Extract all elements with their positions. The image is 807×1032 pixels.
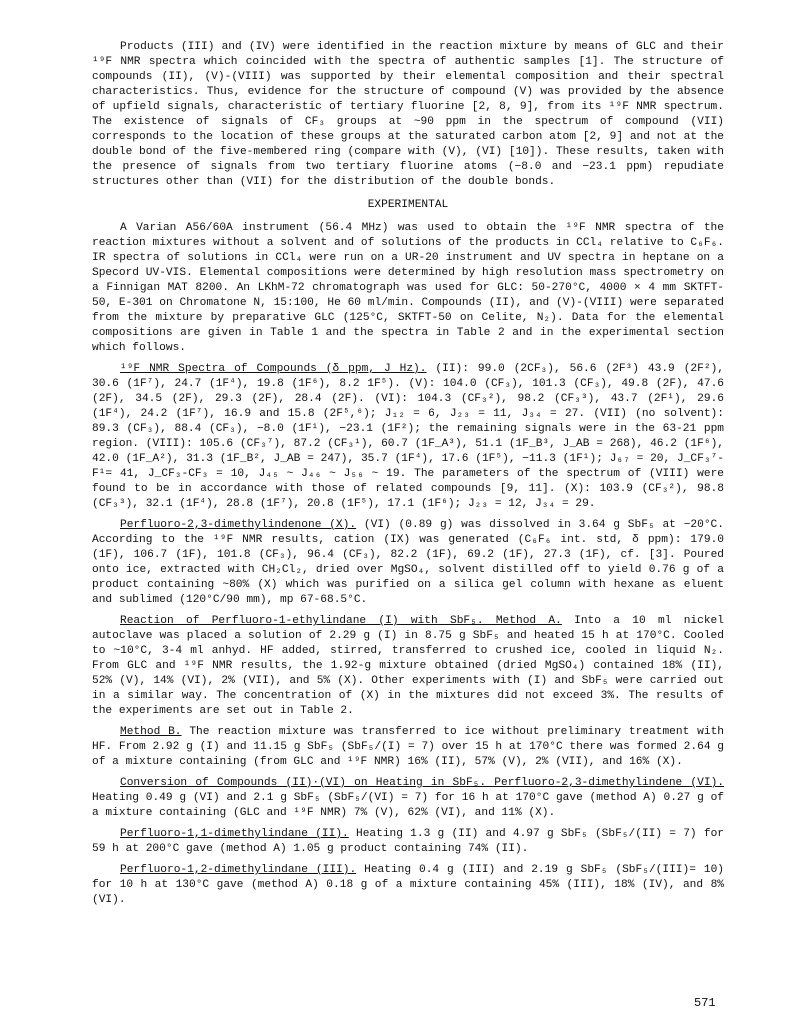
dimethylindane-12-lead: Perfluoro-1,2-dimethylindane (III). [120, 864, 357, 876]
nmr-spectra-text: (II): 99.0 (2CF₃), 56.6 (2F³) 43.9 (2F²), 30.6 (1F⁷), 24.7 (1F⁴), 19.8 (1F⁶), 8.2 1F⁵). (V): 104.0 (CF₃), 101.3 (CF₃), 49.8 (2F), 47.6 (2F), 34.5 (2F), 29.3 (2F), 28.4 (2F). (VI): 104.3 (CF₃²), 98.2 (CF₃³), 43.7 (2F¹), 29.6 (1F⁴), 24.2 (1F⁷), 16.9 and 15.8 (2F⁵,⁶); J₁₂ = 6, J₂₃ = 11, J₃₄ = 27. (VII) (no solvent): 89.3 (CF₃), 88.4 (CF₃), −8.0 (1F¹), −23.1 (1F²); the remaining signals were in the 63-21 ppm region. (VIII): 105.6 (CF₃⁷), 87.2 (CF₃¹), 60.7 (1F_A³), 51.1 (1F_B³, J_AB = 268), 46.2 (1F⁶), 42.0 (1F_A²), 31.3 (1F_B², J_AB = 247), 35.7 (1F⁴), 17.6 (1F⁵), −11.3 (1F¹); J₆₇ = 20, J_CF₃⁷-F¹= 41, J_CF₃-CF₃ = 10, J₄₅ ~ J₄₆ ~ J₅₆ ~ 19. The parameters of the spectrum of (VIII) were found to be in accordance with those of related compounds [9, 11]. (X): 103.9 (CF₃²), 98.8 (CF₃³), 32.1 (1F⁴), 28.8 (1F⁷), 20.8 (1F⁵), 17.1 (1F⁶); J₂₃ = 12, J₃₄ = 29. [92, 363, 724, 510]
conversion-paragraph [92, 776, 724, 821]
conversion-lead: Conversion of Compounds (II)·(VI) on Heating in SbF₅. Perfluoro-2,3-dimethylindene (VI). [120, 777, 724, 789]
nmr-spectra-lead: ¹⁹F NMR Spectra of Compounds (δ ppm, J Hz). [120, 363, 427, 375]
intro-paragraph: Products (III) and (IV) were identified in the reaction mixture by means of GLC and their ¹⁹F NMR spectra which coincided with the spectra of authentic samples [1]. The structure of compounds (II), (V)-(VIII) was supported by their elemental composition and their spectral characteristics. Thus, evidence for the structure of compound (V) was provided by the absence of upfield signals, characteristic of tertiary fluorine [2, 8, 9], from its ¹⁹F NMR spectrum. The existence of signals of CF₃ groups at ~90 ppm in the spectrum of compound (VII) corresponds to the location of these groups at the saturated carbon atom [2, 9] and not at the double bond of the five-membered ring (compare with (V), (VI) [10]). These results, taken with the presence of signals from two tertiary fluorine atoms (−8.0 and −23.1 ppm) repudiate structures other than (VII) for the distribution of the double bonds. [92, 41, 724, 188]
dimethylindane-11-lead: Perfluoro-1,1-dimethylindane (II). [120, 828, 349, 840]
section-heading: EXPERIMENTAL [367, 199, 449, 211]
nmr-spectra-paragraph [92, 362, 724, 512]
instrument-paragraph: A Varian A56/60A instrument (56.4 MHz) was used to obtain the ¹⁹F NMR spectra of the reaction mixtures without a solvent and of solutions of the products in CCl₄ relative to C₆F₆. IR spectra of solutions in CCl₄ were run on a UR-20 instrument and UV spectra in heptane on a Specord UV-VIS. Elemental compositions were determined by high resolution mass spectrometry on a Finnigan MAT 8200. An LKhM-72 chromatograph was used for GLC: 50-270°C, 4000 × 4 mm SKTFT-50, E-301 on Chromatone N, 15:100, He 60 ml/min. Compounds (II), and (V)-(VIII) were separated from the mixture by preparative GLC (125°C, SKTFT-50 on Celite, N₂). Data for the elemental compositions are given in Table 1 and the spectra in Table 2 and in the experimental section which follows. [92, 222, 724, 354]
method-b-lead: Method B. [120, 726, 182, 738]
dimethylindane-12-text: Heating 0.4 g (III) and 2.19 g SbF₅ (SbF₅/(III)= 10) for 10 h at 130°C gave (method A) 0.18 g of a mixture containing 45% (III), 18% (IV), and 8% (VI). [92, 864, 724, 906]
dimethylindane-12-paragraph [92, 863, 724, 908]
indenone-lead: Perfluoro-2,3-dimethylindenone (X). [120, 519, 357, 531]
page-number: 571 [694, 996, 716, 1010]
indenone-text: (VI) (0.89 g) was dissolved in 3.64 g SbF₅ at −20°C. According to the ¹⁹F NMR results, cation (IX) was generated (C₆F₆ int. std, δ ppm): 179.0 (1F), 106.7 (1F), 101.8 (CF₃), 96.4 (CF₃), 82.2 (1F), 69.2 (1F), 27.3 (1F), cf. [3]. Poured onto ice, extracted with CH₂Cl₂, dried over MgSO₄, solvent distilled off to yield 0.76 g of a product containing ~80% (X) which was purified on a silica gel column with hexane as eluent and sublimed (120°C/90 mm), mp 67-68.5°C. [92, 519, 724, 606]
page-body [92, 40, 724, 914]
method-a-lead: Reaction of Perfluoro-1-ethylindane (I) with SbF₅. Method A. [120, 615, 562, 627]
indenone-paragraph [92, 518, 724, 608]
method-b-paragraph [92, 725, 724, 770]
method-b-text: The reaction mixture was transferred to ice without preliminary treatment with HF. From 2.92 g (I) and 11.15 g SbF₅ (SbF₅/(I) = 7) over 15 h at 170°C there was formed 2.64 g of a mixture containing (from GLC and ¹⁹F NMR) 16% (II), 57% (V), 2% (VII), and 16% (X). [92, 726, 724, 768]
conversion-text: Heating 0.49 g (VI) and 2.1 g SbF₅ (SbF₅/(VI) = 7) for 16 h at 170°C gave (method A) 0.27 g of a mixture containing (GLC and ¹⁹F NMR) 7% (V), 62% (VI), and 11% (X). [92, 792, 724, 819]
method-a-text: Into a 10 ml nickel autoclave was placed a solution of 2.29 g (I) in 8.75 g SbF₅ and heated 15 h at 170°C. Cooled to ~10°C, 3-4 ml anhyd. HF added, stirred, transferred to crushed ice, cooled in liquid N₂. From GLC and ¹⁹F NMR results, the 1.92-g mixture obtained (dried MgSO₄) contained 18% (II), 52% (V), 14% (VI), 2% (VII), and 5% (X). Other experiments with (I) and SbF₅ were carried out in a similar way. The concentration of (X) in the mixtures did not exceed 3%. The results of the experiments are set out in Table 2. [92, 615, 724, 717]
dimethylindane-11-paragraph [92, 827, 724, 857]
method-a-paragraph [92, 614, 724, 719]
dimethylindane-11-text: Heating 1.3 g (II) and 4.97 g SbF₅ (SbF₅/(II) = 7) for 59 h at 200°C gave (method A) 1.05 g product containing 74% (II). [92, 828, 724, 855]
